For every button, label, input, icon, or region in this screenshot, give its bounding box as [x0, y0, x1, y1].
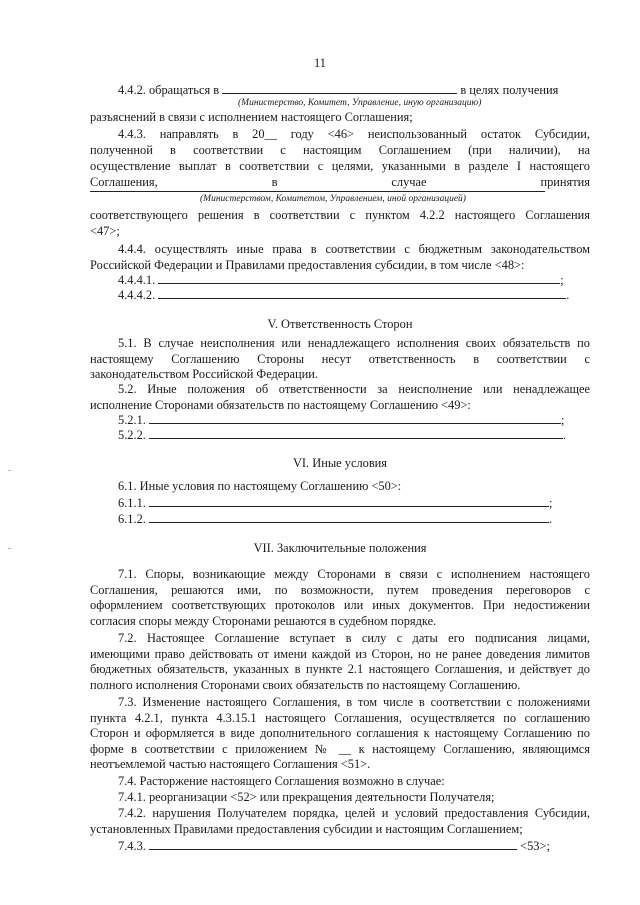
clause-7-4: 7.4. Расторжение настоящего Соглашения возможно в случае: [118, 774, 445, 788]
blank-line[interactable] [158, 287, 566, 299]
clause-4-4-2-cont: разъяснений в связи с исполнением настоящего Соглашения; [90, 110, 413, 124]
word: в [271, 175, 278, 189]
punct: . [549, 512, 553, 526]
clause-4-4-3-line1: 4.4.3. направлять в 20__ году <46> неиспользованный остаток Субсидии, [118, 127, 590, 141]
clause-7-3-line5: неотъемлемой частью настоящего Соглашения <51>. [90, 757, 371, 771]
clause-7-3-line4: форме в соответствии с приложением № __ к настоящему Соглашению, являющимся [90, 742, 590, 756]
footnote-ref: <53>; [520, 839, 550, 853]
item-6-1-2 [118, 511, 590, 527]
punct: ; [561, 413, 565, 427]
clause-5-1-line3: законодательством Российской Федерации. [90, 367, 319, 381]
blank-line[interactable] [149, 838, 517, 850]
item-6-1-1 [118, 495, 590, 511]
clause-7-4-2-line1: 7.4.2. нарушения Получателем порядка, целей и условий предоставления Субсидии, [118, 806, 590, 820]
punct: . [566, 288, 570, 302]
clause-7-1-line2: Соглашения, решаются ими, по возможности, путем проведения переговоров с [90, 583, 590, 597]
clause-4-4-3-line2: полученной в соответствии с настоящим Соглашением (при наличии), на [90, 143, 590, 157]
scan-mark [8, 470, 11, 471]
clause-5-1-line1: 5.1. В случае неисполнения или ненадлежащего исполнения своих обязательств по [118, 336, 590, 350]
clause-6-1: 6.1. Иные условия по настоящему Соглашению <50>: [118, 479, 402, 493]
clause-7-2-line2: имеющими право действовать от имени каждой из Сторон, но не ранее доведения лимитов [90, 647, 590, 661]
item-7-4-3 [118, 838, 590, 854]
item-4-4-4-1 [118, 272, 590, 288]
clause-7-3-line1: 7.3. Изменение настоящего Соглашения, в том числе в соответствии с положениями [118, 695, 590, 709]
clause-4-4-4-line2: Российской Федерации и Правилами предоставления субсидии, в том числе <48>: [90, 258, 525, 272]
item-number: 6.1.2. [118, 512, 146, 526]
clause-7-3-line2: пункта 4.2.1, пункта 4.3.15.1 настоящего Соглашения, осуществляется по соглашению [90, 711, 590, 725]
clause-4-4-3-line4 [90, 175, 590, 190]
section-5-title: V. Ответственность Сторон [267, 317, 413, 331]
blank-line[interactable] [149, 427, 563, 439]
item-5-2-1 [118, 412, 590, 428]
hint-organization-instr: (Министерством, Комитетом, Управлением, иной организацией) [200, 194, 466, 204]
clause-4-4-3-line3: осуществление выплат в соответствии с целями, указанными в разделе I настоящего [90, 159, 590, 173]
clause-7-2-line1: 7.2. Настоящее Соглашение вступает в силу с даты его подписания лицами, [118, 631, 590, 645]
clause-4-4-2-end: в целях получения [460, 83, 559, 97]
clause-5-1-line2: настоящему Соглашению Стороны несут ответственность в соответствии с [90, 352, 590, 366]
section-7-title: VII. Заключительные положения [253, 541, 427, 555]
scan-mark [8, 548, 11, 549]
clause-5-2-line1: 5.2. Иные положения об ответственности за неисполнение или ненадлежащее [118, 382, 590, 396]
clause-7-2-line3: бюджетных обязательств, указанных в пункте 2.1 настоящего Соглашения, и действует до [90, 662, 590, 676]
word: случае [391, 175, 427, 189]
clause-7-1-line4: согласия споры между Сторонами решаются в судебном порядке. [90, 614, 437, 628]
clause-7-2-line4: полного исполнения Сторонами своих обязательств по настоящему Соглашению. [90, 678, 521, 692]
hint-organization: (Министерство, Комитет, Управление, иную организацию) [238, 98, 482, 108]
item-5-2-2 [118, 427, 590, 443]
section-6-title: VI. Иные условия [292, 456, 388, 470]
clause-4-4-2-start: 4.4.2. обращаться в [118, 83, 220, 97]
item-number: 4.4.4.2. [118, 288, 156, 302]
blank-line[interactable] [149, 412, 561, 424]
item-4-4-4-2 [118, 287, 590, 303]
clause-4-4-3-line6: соответствующего решения в соответствии с пунктом 4.2.2 настоящего Соглашения [90, 208, 590, 222]
item-number: 6.1.1. [118, 496, 146, 510]
blank-line[interactable] [158, 272, 560, 284]
clause-7-1-line3: оформлением соответствующих протоколов или иных документов. При недостижении [90, 598, 590, 612]
word: принятия [540, 175, 590, 189]
item-number: 5.2.1. [118, 413, 146, 427]
clause-4-4-3-line7: <47>; [90, 224, 120, 238]
clause-7-4-1: 7.4.1. реорганизации <52> или прекращения деятельности Получателя; [118, 790, 495, 804]
punct: ; [549, 496, 553, 510]
blank-line[interactable] [222, 82, 457, 94]
clause-4-4-2 [118, 82, 590, 98]
blank-line[interactable] [90, 191, 545, 192]
clause-7-3-line3: Сторон и оформляется в виде дополнительного соглашения к настоящему Соглашению по [90, 726, 590, 740]
item-number: 4.4.4.1. [118, 273, 156, 287]
blank-line[interactable] [149, 495, 549, 507]
word: Соглашения, [90, 175, 158, 189]
item-number: 5.2.2. [118, 428, 146, 442]
punct: . [563, 428, 567, 442]
item-number: 7.4.3. [118, 839, 146, 853]
clause-7-1-line1: 7.1. Споры, возникающие между Сторонами в связи с исполнением настоящего [118, 567, 590, 581]
punct: ; [560, 273, 564, 287]
page-number: 11 [314, 56, 326, 70]
clause-4-4-4-line1: 4.4.4. осуществлять иные права в соответствии с бюджетным законодательством [118, 242, 590, 256]
clause-7-4-2-line2: установленных Правилами предоставления субсидии и настоящим Соглашением; [90, 822, 523, 836]
clause-5-2-line2: исполнение Сторонами обязательств по настоящему Соглашению <49>: [90, 398, 471, 412]
blank-line[interactable] [149, 511, 549, 523]
